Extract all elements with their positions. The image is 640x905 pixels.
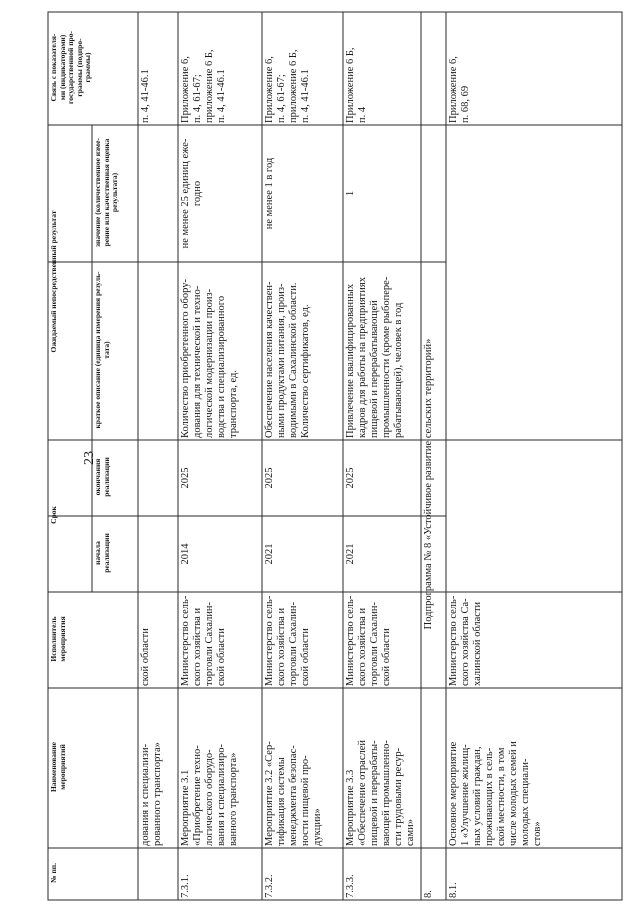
row-5-executor: Министерство сель- ского хозяйства Са- халинской области (448, 595, 483, 686)
row-0-link: п. 4, 41-46.1 (140, 69, 151, 123)
row-1-start: 2014 (180, 543, 191, 565)
header-num: № пп. (49, 863, 58, 883)
header-executor: Исполнитель мероприятия (49, 616, 67, 662)
row-1-executor: Министерство сель- ского хозяйства и торговли Сахалин- ской области (180, 595, 227, 686)
row-3-result-short: Привлечение квалифицированных кадров для работы на предприятиях пищевой и перерабатывающей промышленности (кроме рыбопере- рабатывающей), человек в год (345, 276, 404, 438)
row-1-num: 7.3.1. (180, 874, 191, 898)
row-2-name: Мероприятие 3.2 «Сер- тификация системы менеджмента безопас- ности пищевой про- дукции» (264, 741, 323, 846)
row-2-start: 2021 (264, 543, 275, 565)
row-3-name: Мероприятие 3.3 «Обеспечение отраслей пищевой и перерабаты- вающей промышленно- сти трудовыми ресур- сами» (345, 739, 416, 846)
subprogram-title: Подпрограмма № 8 «Устойчивое развитие сельских территорий» (423, 338, 434, 630)
row-1-name: Мероприятие 3.1 «Приобретение техно- логического оборудо- вания и специализиро- ванного транспорта» (180, 744, 239, 846)
header-link: Связь с показателя- ми (индикаторами) государственной про- граммы (подпро- граммы) (49, 31, 93, 104)
row-5-num: 8.1. (448, 882, 459, 898)
page-number: 23 (82, 451, 97, 465)
row-2-link: Приложение 6, п. 4, 61-67; приложение 6 Б, п. 4, 41-46.1 (264, 49, 311, 123)
row-0-executor: ской области (140, 628, 151, 686)
row-5-link: Приложение 6, п. 68, 69 (448, 56, 471, 123)
row-2-executor: Министерство сель- ского хозяйства и торговли Сахалин- ской области (264, 595, 311, 686)
row-4-num: 8. (423, 890, 434, 898)
row-3-num: 7.3.3. (345, 874, 356, 898)
row-3-start: 2021 (345, 543, 356, 565)
header-result-short: краткое описание (единица измерения резуль- тата) (93, 271, 111, 429)
row-1-end: 2025 (180, 467, 191, 489)
header-term-end: окончания реализации (93, 457, 111, 497)
row-2-result-short: Обеспечение населения качествен- ными продуктами питания, произ- водимыми в Сахалинской области. Количество сертификатов, ед. (264, 281, 311, 438)
header-term: Срок (49, 506, 58, 524)
header-result-value: значение (количественное изме- рение или качественная оценка результата) (93, 138, 120, 247)
row-3-result-value: 1 (345, 190, 356, 197)
row-3-end: 2025 (345, 467, 356, 489)
row-2-num: 7.3.2. (264, 874, 275, 898)
row-3-link: Приложение 6 Б, п. 4 (345, 47, 368, 123)
header-name: Наименование мероприятий (49, 742, 67, 792)
row-1-result-value: не менее 25 единиц еже- годно (180, 138, 203, 249)
header-result: Ожидаемый непосредственный результат (49, 210, 58, 353)
row-1-link: Приложение 6, п. 4, 61-67; приложение 6 Б, п. 4, 41-46.1 (180, 49, 227, 123)
row-2-end: 2025 (264, 467, 275, 489)
row-3-executor: Министерство сель- ского хозяйства и торговли Сахалин- ской области (345, 595, 392, 686)
row-2-result-value: не менее 1 в год (264, 157, 275, 230)
header-term-start: начала реализации (93, 533, 111, 573)
row-1-result-short: Количество приобретенного обору- дования для технической и техно- логической модернизации произ- водства и специализированного транспорта, ед. (180, 278, 239, 438)
row-5-name: Основное мероприятие 1 «Улучшение жилищ- ных условий граждан, проживающих в сель- ской местности, в том числе молодых семей и молодых специали- стов» (448, 741, 543, 846)
row-0-name: дования и специализи- рованного транспорта» (140, 742, 163, 846)
